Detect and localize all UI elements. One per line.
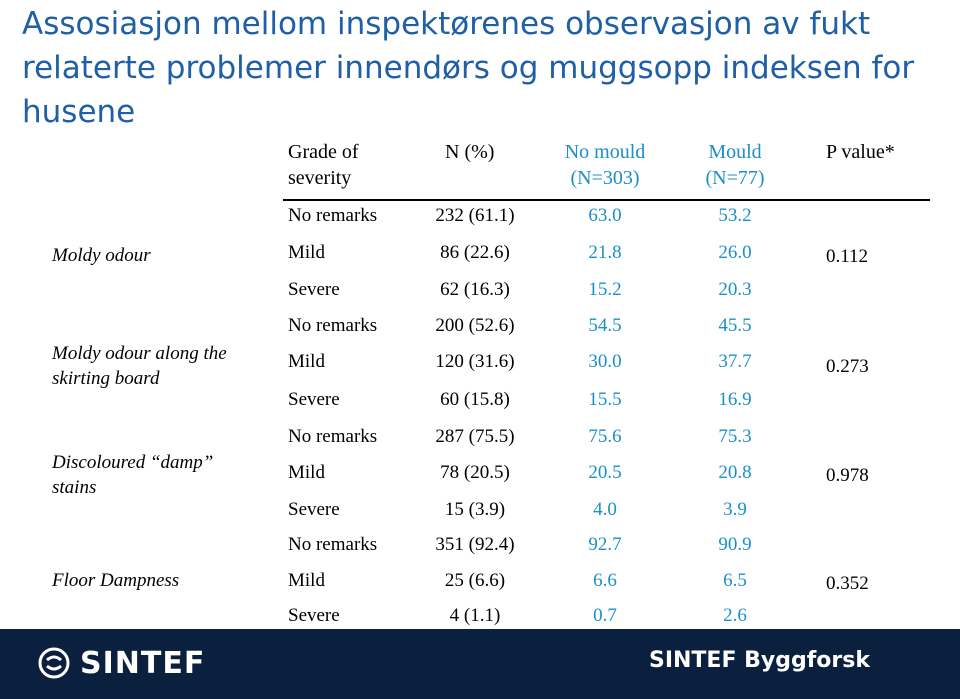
- mould-cell: 20.3: [718, 279, 752, 300]
- grade-cell: Mild: [288, 351, 325, 372]
- sintef-logo-icon: [38, 647, 70, 679]
- no-mould-cell: 15.5: [588, 389, 622, 410]
- sintef-logo-text: SINTEF: [80, 645, 206, 681]
- no-mould-cell: 6.6: [593, 570, 617, 591]
- n-cell: 120 (31.6): [435, 351, 515, 372]
- mould-cell: 2.6: [723, 605, 747, 626]
- no-mould-cell: 92.7: [588, 534, 622, 555]
- header-grade-line2: severity: [288, 167, 352, 189]
- no-mould-cell: 15.2: [588, 279, 622, 300]
- p-value: 0.978: [826, 465, 869, 486]
- header-divider: [283, 199, 930, 201]
- mould-cell: 26.0: [718, 242, 752, 263]
- header-grade: [288, 139, 359, 191]
- grade-cell: Mild: [288, 242, 325, 263]
- n-cell: 86 (22.6): [440, 242, 510, 263]
- grade-cell: No remarks: [288, 315, 378, 336]
- n-cell: 200 (52.6): [435, 315, 515, 336]
- no-mould-cell: 20.5: [588, 462, 622, 483]
- header-n: N (%): [445, 141, 495, 163]
- no-mould-cell: 21.8: [588, 242, 622, 263]
- mould-cell: 75.3: [718, 426, 752, 447]
- n-cell: 25 (6.6): [444, 570, 506, 591]
- header-no-mould-line1: No mould: [564, 141, 646, 163]
- mould-cell: 20.8: [718, 462, 752, 483]
- header-mould-line2: (N=77): [705, 167, 765, 189]
- sintef-logo: [38, 645, 205, 681]
- no-mould-cell: 30.0: [588, 351, 622, 372]
- header-p-value: P value*: [826, 141, 895, 163]
- n-cell: 351 (92.4): [435, 534, 515, 555]
- p-value: 0.273: [826, 356, 869, 377]
- no-mould-cell: 63.0: [588, 205, 622, 226]
- n-cell: 232 (61.1): [435, 205, 515, 226]
- header-no-mould-line2: (N=303): [570, 167, 640, 189]
- grade-cell: Severe: [288, 499, 340, 520]
- grade-cell: Mild: [288, 462, 325, 483]
- n-cell: 60 (15.8): [440, 389, 510, 410]
- header-mould: [675, 139, 795, 191]
- mould-cell: 53.2: [718, 205, 752, 226]
- p-value: 0.352: [826, 573, 869, 594]
- header-mould-line1: Mould: [708, 141, 762, 163]
- sintef-byggforsk-brand: SINTEF Byggforsk: [648, 648, 870, 673]
- no-mould-cell: 4.0: [593, 499, 617, 520]
- n-cell: 62 (16.3): [440, 279, 510, 300]
- group-label: Discoloured “damp”: [52, 452, 214, 473]
- group-label: skirting board: [52, 368, 160, 389]
- grade-cell: Severe: [288, 605, 340, 626]
- grade-cell: No remarks: [288, 426, 378, 447]
- n-cell: 4 (1.1): [449, 605, 501, 626]
- header-no-mould: [545, 139, 665, 191]
- mould-cell: 16.9: [718, 389, 752, 410]
- group-label: stains: [52, 477, 97, 498]
- group-label: Floor Dampness: [52, 570, 180, 591]
- p-value: 0.112: [826, 246, 869, 267]
- grade-cell: Mild: [288, 570, 325, 591]
- no-mould-cell: 54.5: [588, 315, 622, 336]
- grade-cell: No remarks: [288, 534, 378, 555]
- header-grade-line1: Grade of: [288, 141, 359, 163]
- mould-cell: 45.5: [718, 315, 752, 336]
- group-label: Moldy odour along the: [52, 343, 227, 364]
- mould-cell: 3.9: [723, 499, 747, 520]
- n-cell: 287 (75.5): [435, 426, 515, 447]
- mould-cell: 37.7: [718, 351, 752, 372]
- grade-cell: Severe: [288, 389, 340, 410]
- n-cell: 78 (20.5): [440, 462, 510, 483]
- no-mould-cell: 0.7: [593, 605, 617, 626]
- group-label: Moldy odour: [52, 245, 151, 266]
- no-mould-cell: 75.6: [588, 426, 622, 447]
- grade-cell: Severe: [288, 279, 340, 300]
- mould-cell: 6.5: [723, 570, 747, 591]
- n-cell: 15 (3.9): [444, 499, 506, 520]
- grade-cell: No remarks: [288, 205, 378, 226]
- mould-cell: 90.9: [718, 534, 752, 555]
- slide-title: Assosiasjon mellom inspektørenes observasjon av fukt relaterte problemer innendørs og muggsopp indeksen for husene: [22, 6, 915, 130]
